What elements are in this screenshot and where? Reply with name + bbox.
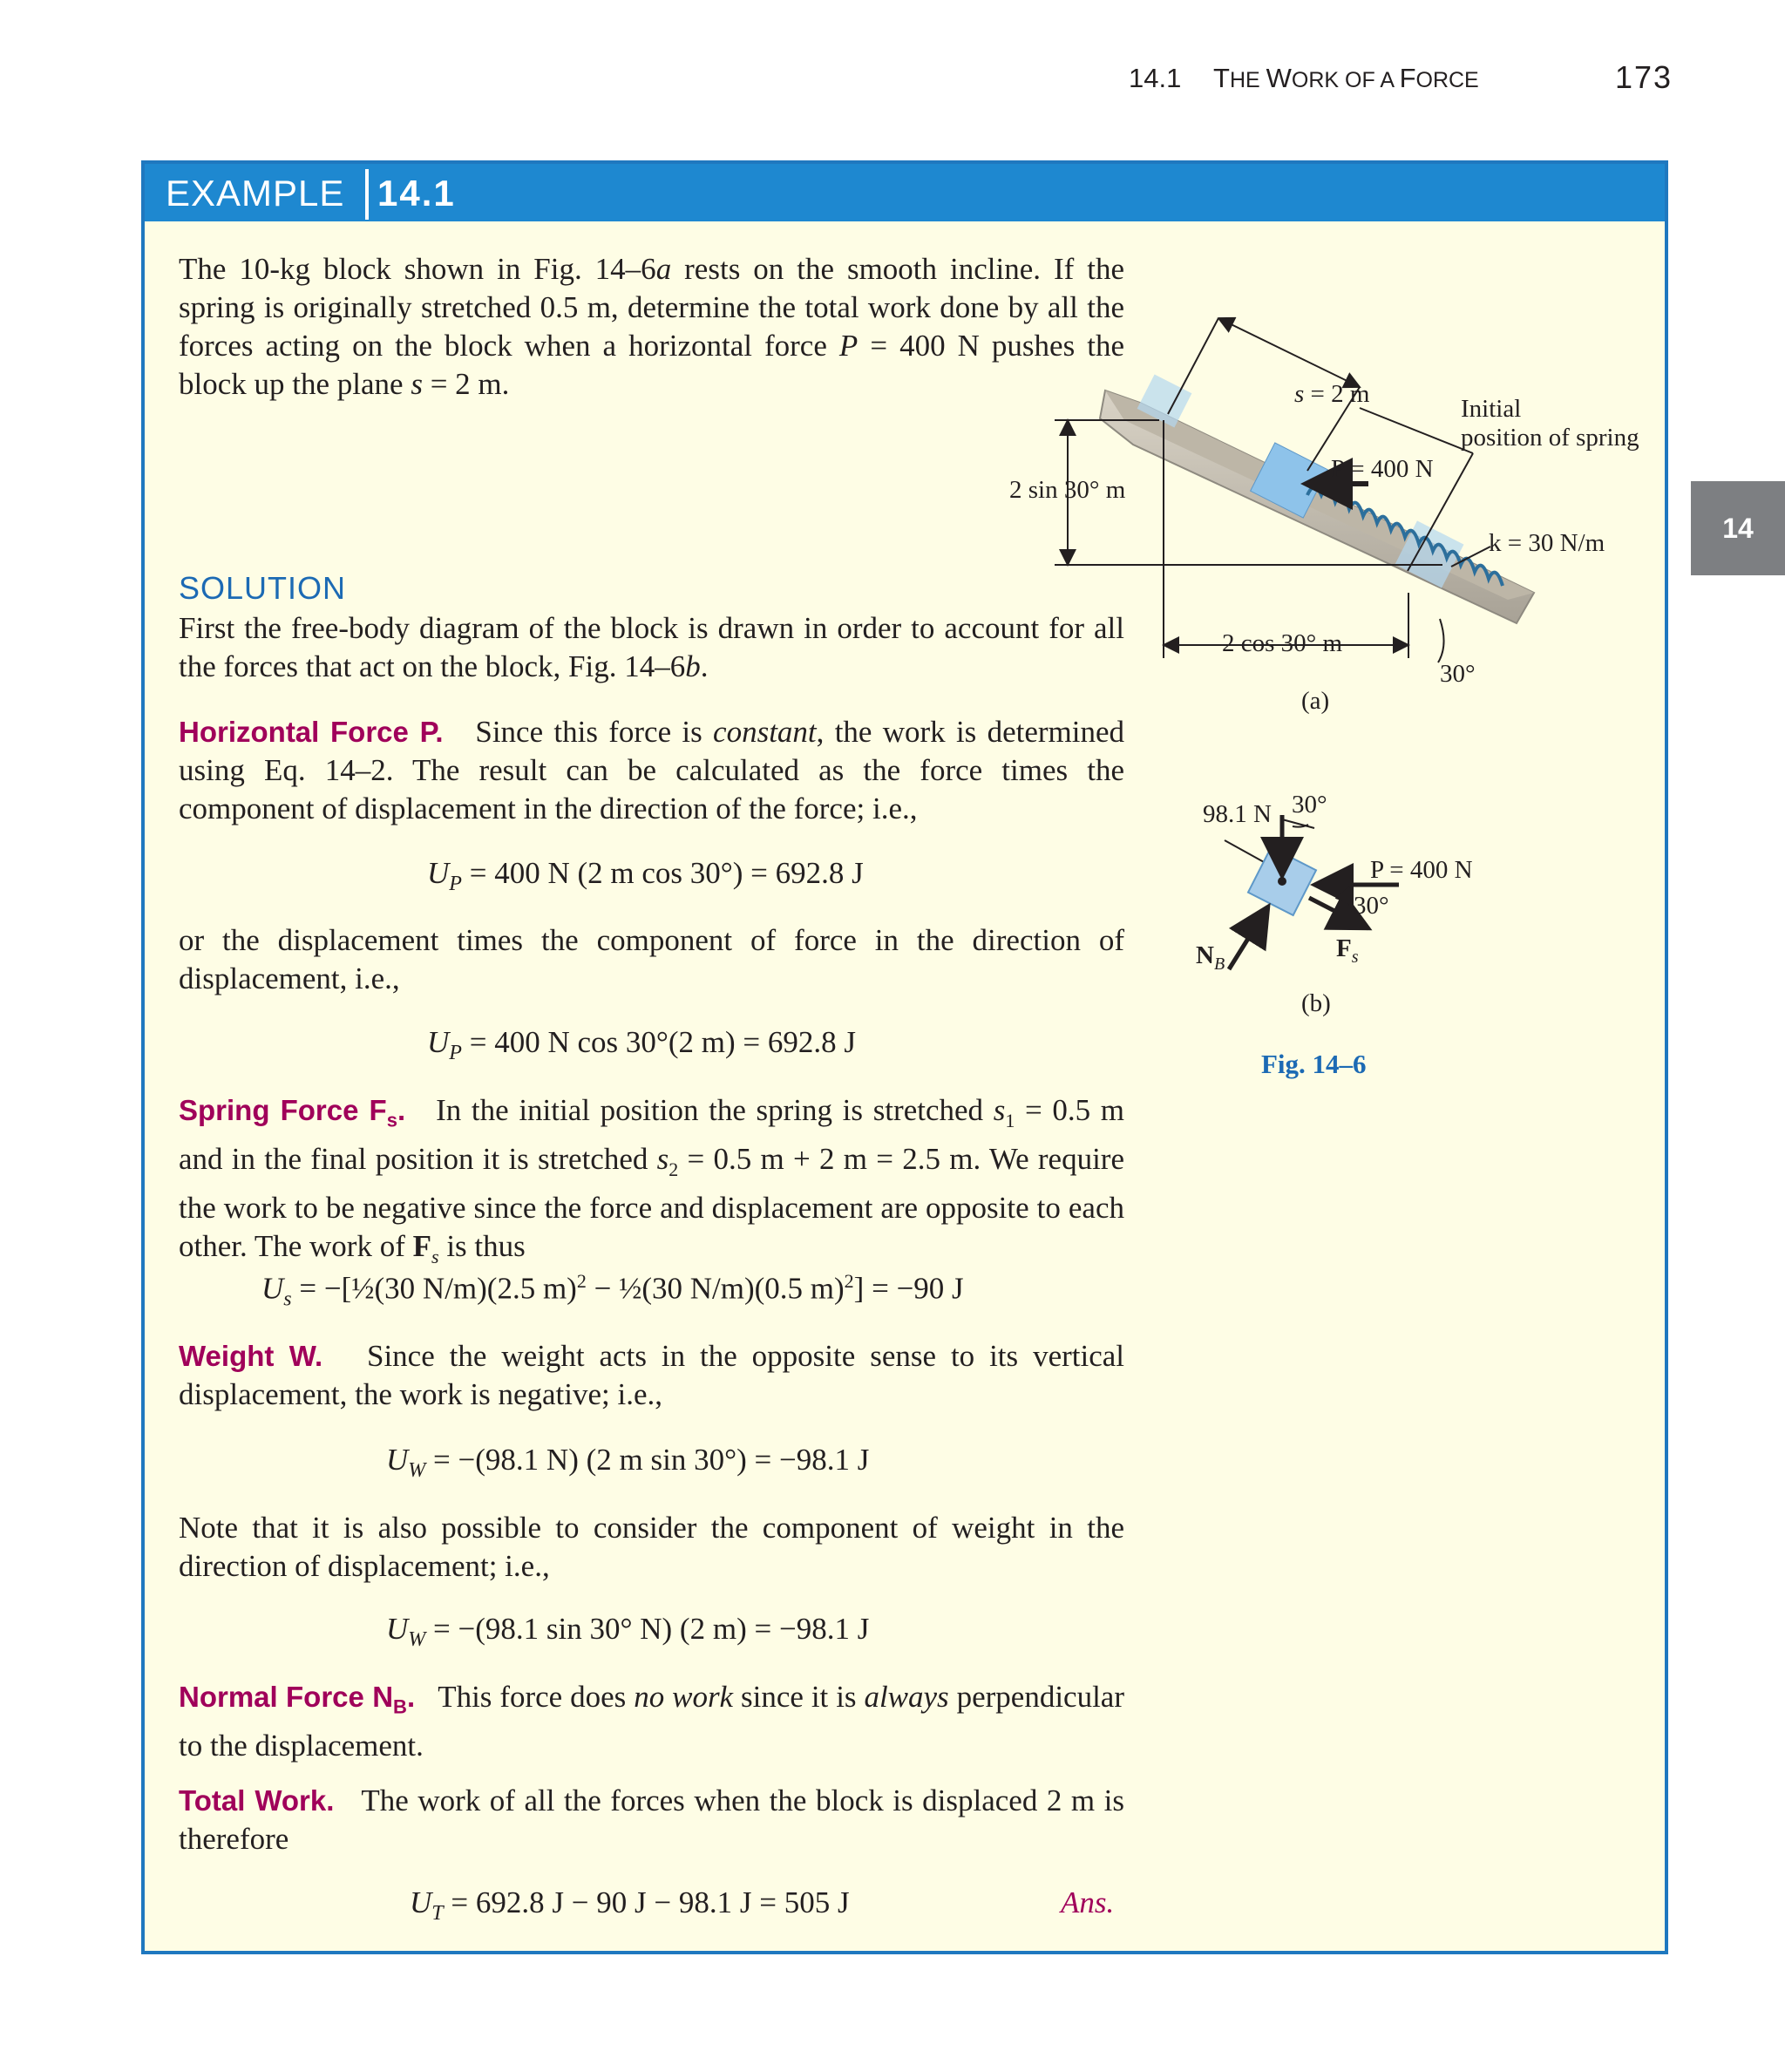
total-work-paragraph: Total Work. The work of all the forces when the block is displaced 2 m is therefore [179, 1783, 1124, 1856]
horizontal-force-heading: Horizontal Force P. [179, 716, 444, 748]
chapter-tab: 14 [1691, 481, 1785, 575]
label-p-400n-b: P = 400 N [1370, 856, 1473, 884]
normal-force-heading: Normal Force $N_B$. [179, 1681, 416, 1718]
problem-statement: The 10-kg block shown in Fig. 14–6a rests on the smooth incline. If the spring is originally stretched 0.5 m, determine the total work done by all the forces acting on the block when a horizontal force P = 400 N pushes the block up the plane s = 2 m. [179, 252, 1124, 401]
answer-marker: Ans. [1061, 1885, 1115, 1919]
label-p-400n-a: P = 400 N [1331, 455, 1434, 483]
label-98-1n: 98.1 N [1203, 800, 1272, 828]
label-s-2m: s = 2 m [1294, 380, 1370, 408]
horizontal-force-paragraph: Horizontal Force P. Since this force is constant, the work is determined using Eq. 14–2. The result can be calculated as the force times the component of displacement in the direction of the force; i.e., [179, 715, 1124, 825]
header-section-title: THE WORK OF A FORCE [1213, 63, 1479, 93]
figure-caption: Fig. 14–6 [1261, 1049, 1367, 1079]
total-work-heading: Total Work. [179, 1784, 335, 1817]
example-label: EXAMPLE [166, 173, 345, 214]
label-b: (b) [1301, 989, 1331, 1017]
equation-uw-2: $U_W = -(98.1$ sin 30° N) (2 m) = −98.1 J [386, 1612, 870, 1651]
normal-force-arrow [1229, 907, 1268, 969]
equation-uw-1: $U_W = -(98.1$ N) (2 m sin 30°) = −98.1 J [386, 1443, 870, 1482]
header-section-number: 14.1 [1129, 63, 1182, 93]
normal-force-paragraph: Normal Force $N_B$. This force does no work since it is always perpendicular to the displacement. [179, 1680, 1124, 1763]
label-k-30: k = 30 N/m [1489, 529, 1605, 557]
note-paragraph: Note that it is also possible to consider the component of weight in the direction of displacement; i.e., [179, 1511, 1124, 1583]
label-2sin30: 2 sin 30° m [1009, 476, 1126, 504]
page-number: 173 [1615, 59, 1673, 95]
label-a: (a) [1301, 687, 1330, 715]
label-initial: Initial [1461, 395, 1522, 423]
fbd-center-dot [1278, 877, 1286, 886]
equation-up-2: $U_P = 400$ N cos 30°(2 m) = 692.8 J [427, 1025, 857, 1064]
equation-up-1: $U_P = 400$ N (2 m cos 30°) = 692.8 J [427, 856, 864, 895]
solution-intro: First the free-body diagram of the block is drawn in order to account for all the forces that act on the block, Fig. 14–6b. [179, 611, 1124, 683]
fbd-angle-arc-mid [1347, 887, 1351, 912]
spring-force-paragraph: Spring Force $F_s$. In the initial position the spring is stretched $s_1 = 0.5$ m and in the final position it is stretched $s_2 = 0.5$ m + 2 m = 2.5 m. We require the work to be negative since the force and displacement are opposite to each other. The work of $F_s$ is thus [179, 1093, 1125, 1267]
label-angle-30-top: 30° [1292, 791, 1327, 819]
label-angle-30-a: 30° [1440, 660, 1476, 688]
solution-heading: SOLUTION [179, 570, 347, 606]
label-nb: $N_B$ [1196, 941, 1225, 974]
example-number: 14.1 [377, 173, 456, 214]
label-position-of-spring: position of spring [1461, 424, 1639, 452]
equation-ut: $U_T = 692.8$ J − 90 J − 98.1 J = 505 J [410, 1885, 850, 1925]
label-angle-30-mid: 30° [1354, 892, 1389, 920]
equation-us: $U_s$ = −[½(30 N/m)(2.5 m)$^2$ − ½(30 N/m)(0.5 m)$^2$] = −90 J [261, 1270, 964, 1311]
s-dimension-line [1218, 318, 1360, 387]
spring-force-heading: Spring Force $F_s$. [179, 1094, 406, 1131]
or-paragraph: or the displacement times the component of force in the direction of displacement, i.e., [179, 923, 1124, 995]
incline-angle-arc [1438, 619, 1444, 662]
label-2cos30: 2 cos 30° m [1222, 629, 1343, 657]
label-fs: $F_s$ [1336, 934, 1359, 967]
weight-heading: Weight W. [179, 1340, 323, 1372]
weight-paragraph: Weight W. Since the weight acts in the opposite sense to its vertical displacement, the work is negative; i.e., [179, 1339, 1125, 1411]
